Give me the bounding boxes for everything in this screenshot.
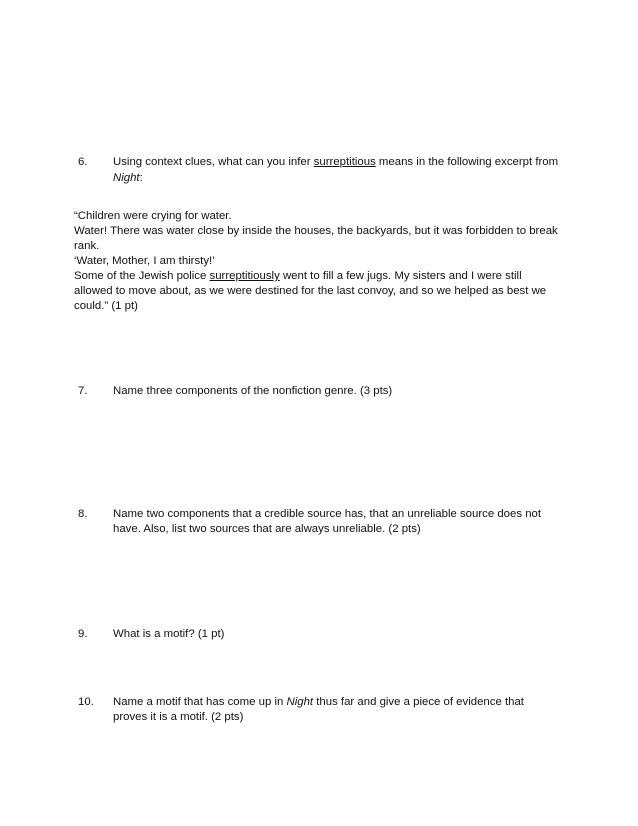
book-title: Night <box>113 172 140 184</box>
excerpt-line-7: could.” (1 pt) <box>74 300 138 312</box>
question-9-number: 9. <box>78 628 88 640</box>
term-surreptitious: surreptitious <box>313 156 376 168</box>
question-6-number: 6. <box>78 156 88 168</box>
question-10-text: Name a motif that has come up in Night thus far and give a piece of evidence that <box>113 696 524 708</box>
excerpt-line-3: rank. <box>74 240 100 252</box>
question-8-number: 8. <box>78 508 88 520</box>
excerpt-line-2: Water! There was water close by inside the houses, the backyards, but it was forbidden to break <box>74 225 558 237</box>
worksheet-page: 6. Using context clues, what can you infer surreptitious means in the following excerpt from Night: “Children were crying for water. Water! There was water close by inside the houses, the backyards, but it was forbidden to break rank. ‘Water, Mother, I am thirsty!’ Some of the Jewish police surreptitiously went to fill a few jugs. My sisters and I were still allowed to move about, as we were destined for the last convoy, and so we helped as best we could.” (1 pt) 7. Name three components of the nonfiction genre. (3 pts) 8. Name two components that a credible source has, that an unreliable source does not have. Also, list two sources that are always unreliable. (2 pts) 9. What is a motif? (1 pt) 10. Name a motif that has come up in Night thus far and give a piece of evidence that proves it is a motif. (2 pts) <box>74 156 559 723</box>
question-9-text: What is a motif? (1 pt) <box>113 628 225 640</box>
question-7-text: Name three components of the nonfiction genre. (3 pts) <box>113 385 393 397</box>
question-8-text: Name two components that a credible source has, that an unreliable source does not <box>113 508 542 520</box>
book-title: Night <box>286 696 314 708</box>
excerpt-line-4: ‘Water, Mother, I am thirsty!’ <box>74 255 215 267</box>
question-10-number: 10. <box>78 696 94 708</box>
excerpt-line-5: Some of the Jewish police surreptitiously went to fill a few jugs. My sisters and I were still <box>74 270 522 282</box>
question-7-number: 7. <box>78 385 88 397</box>
excerpt-line-1: “Children were crying for water. <box>74 210 232 222</box>
term-surreptitiously: surreptitiously <box>209 270 280 282</box>
excerpt-line-6: allowed to move about, as we were destined for the last convoy, and so we helped as best we <box>74 285 547 297</box>
question-6-text: Using context clues, what can you infer surreptitious means in the following excerpt from <box>113 156 559 168</box>
